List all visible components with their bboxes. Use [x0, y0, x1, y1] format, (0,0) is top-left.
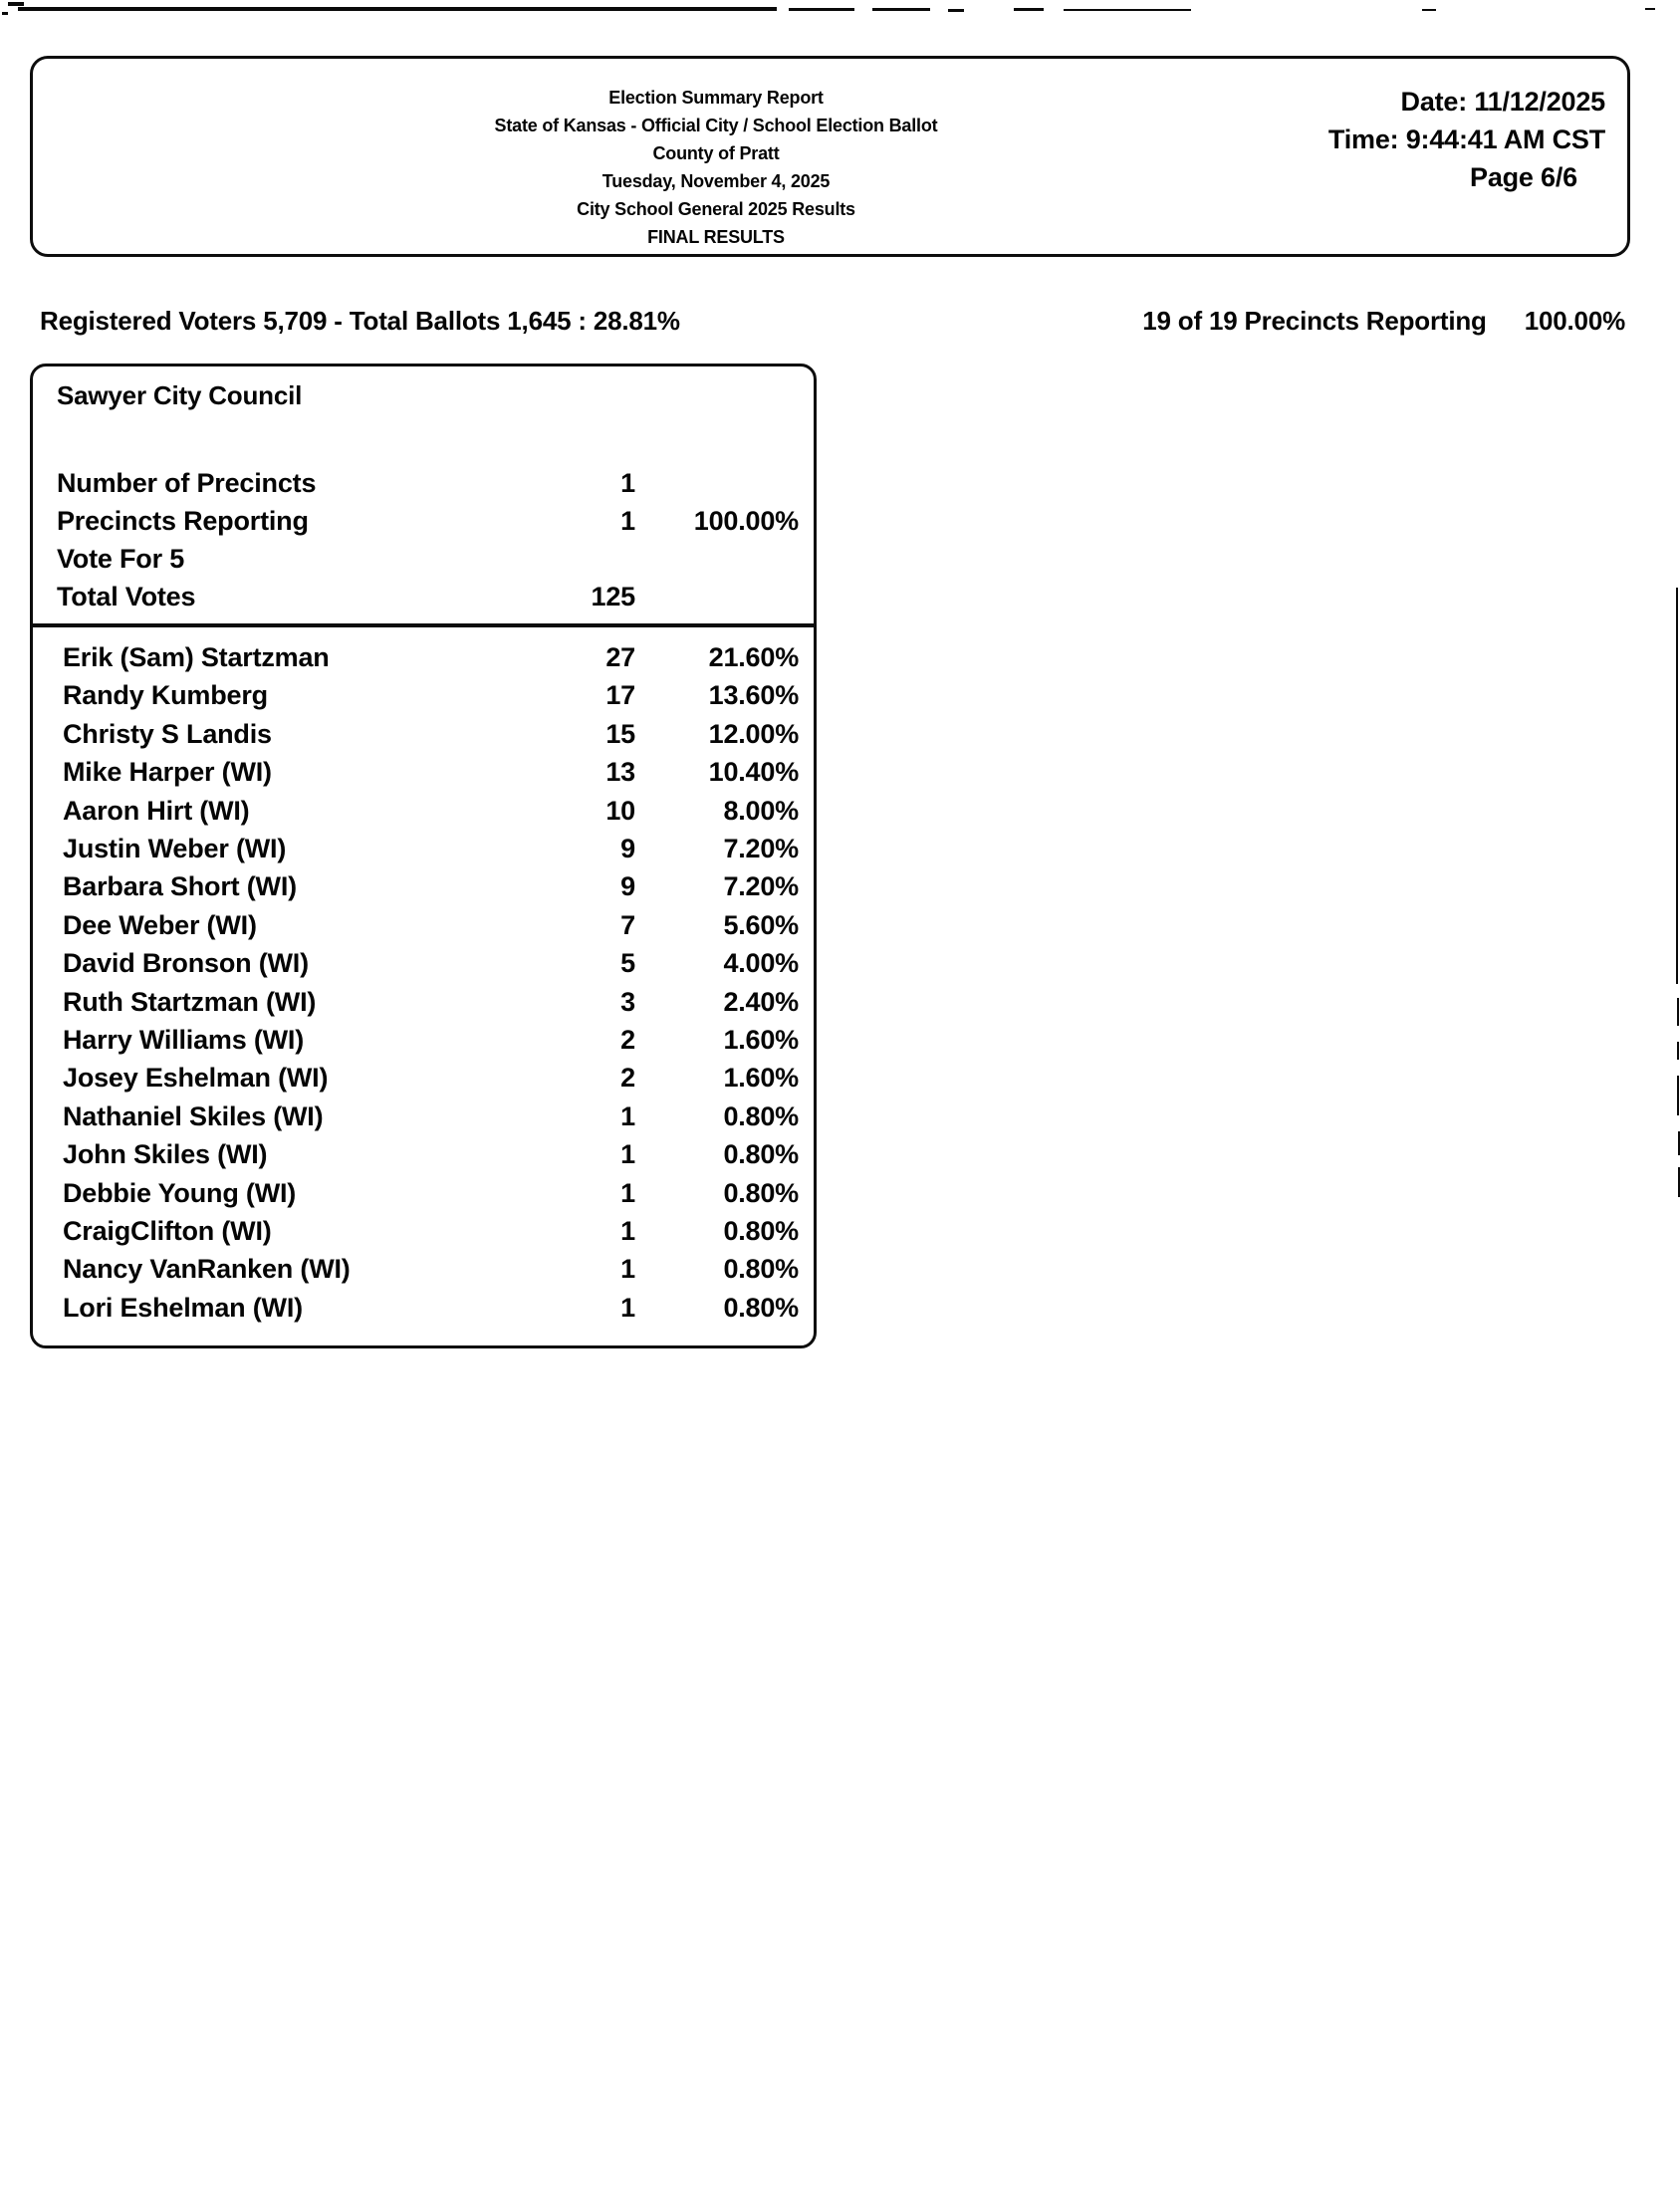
candidate-row-percent: 13.60% [708, 680, 799, 711]
stat-row [33, 464, 814, 502]
candidate-row [33, 715, 814, 753]
stat-row-votes: 125 [591, 582, 635, 611]
candidate-row-percent: 10.40% [708, 757, 799, 788]
candidate-row-votes: 17 [605, 680, 635, 711]
candidate-row-votes: 1 [620, 1139, 635, 1170]
stat-row-percent: 100.00% [693, 506, 799, 536]
candidate-row [33, 1021, 814, 1059]
candidate-row [33, 792, 814, 830]
candidate-row-label: Barbara Short (WI) [63, 871, 297, 902]
candidate-row-percent: 0.80% [723, 1177, 799, 1208]
stat-row-label: Precincts Reporting [57, 506, 309, 536]
candidate-row-percent: 7.20% [723, 871, 799, 902]
candidate-row-votes: 2 [620, 1063, 635, 1094]
candidate-row-votes: 7 [620, 909, 635, 940]
candidate-row-votes: 13 [605, 757, 635, 788]
stat-row-votes: 1 [620, 468, 635, 498]
registered-voters-summary: Registered Voters 5,709 - Total Ballots 1,645 : 28.81% [40, 306, 680, 336]
candidate-row-votes: 1 [620, 1177, 635, 1208]
report-title-line-5: City School General 2025 Results [577, 199, 855, 219]
candidate-row-label: David Bronson (WI) [63, 948, 309, 979]
candidate-row [33, 1098, 814, 1135]
stat-row-label: Vote For 5 [57, 544, 185, 574]
candidate-row [33, 1212, 814, 1250]
candidate-row-votes: 5 [620, 948, 635, 979]
stat-row-label: Total Votes [57, 582, 196, 611]
candidate-row-label: Erik (Sam) Startzman [63, 642, 330, 672]
candidate-row-percent: 8.00% [723, 795, 799, 826]
report-title-block [338, 84, 1094, 251]
stat-row [33, 578, 814, 615]
stat-row-votes: 1 [620, 506, 635, 536]
candidate-row-label: Josey Eshelman (WI) [63, 1063, 329, 1094]
stat-row [33, 502, 814, 540]
candidate-row [33, 753, 814, 791]
precincts-reporting-text: 19 of 19 Precincts Reporting [1142, 306, 1487, 336]
candidate-row-votes: 1 [620, 1100, 635, 1131]
candidate-row-votes: 9 [620, 871, 635, 902]
report-title-line-6: FINAL RESULTS [647, 227, 785, 247]
report-title-line-2: State of Kansas - Official City / School Election Ballot [494, 116, 938, 135]
candidate-row [33, 830, 814, 867]
candidate-row-label: Justin Weber (WI) [63, 834, 287, 863]
candidate-row-percent: 4.00% [723, 948, 799, 979]
candidate-row-label: Mike Harper (WI) [63, 757, 272, 788]
candidate-row [33, 867, 814, 905]
candidate-row-votes: 15 [605, 718, 635, 749]
contest-title: Sawyer City Council [57, 380, 303, 410]
candidate-row-percent: 0.80% [723, 1216, 799, 1246]
report-title-line-4: Tuesday, November 4, 2025 [601, 171, 831, 191]
candidate-row-label: Aaron Hirt (WI) [63, 795, 250, 826]
candidate-row [33, 1174, 814, 1212]
candidate-row-votes: 9 [620, 834, 635, 863]
candidate-row-percent: 0.80% [723, 1100, 799, 1131]
candidate-row-label: Randy Kumberg [63, 680, 268, 711]
report-title-line-1: Election Summary Report [608, 88, 824, 108]
candidate-row-percent: 12.00% [708, 718, 799, 749]
candidate-row-votes: 27 [605, 642, 635, 672]
candidate-row-label: Lori Eshelman (WI) [63, 1292, 303, 1323]
candidate-row [33, 906, 814, 944]
report-header-box [30, 56, 1630, 257]
candidate-row-votes: 3 [620, 986, 635, 1017]
candidate-row-percent: 2.40% [723, 986, 799, 1017]
report-meta-block [1187, 83, 1605, 196]
candidate-row [33, 983, 814, 1021]
candidate-row-label: Dee Weber (WI) [63, 909, 257, 940]
candidate-row [33, 1250, 814, 1288]
candidate-row-percent: 5.60% [723, 909, 799, 940]
report-date: Date: 11/12/2025 [1400, 87, 1605, 117]
candidate-row [33, 1135, 814, 1173]
candidate-row-votes: 1 [620, 1216, 635, 1246]
candidate-row-percent: 1.60% [723, 1025, 799, 1055]
candidate-row-percent: 7.20% [723, 834, 799, 863]
candidate-row-label: Debbie Young (WI) [63, 1177, 297, 1208]
candidate-row-label: Harry Williams (WI) [63, 1025, 305, 1055]
candidate-row [33, 1289, 814, 1327]
report-title-line-3: County of Pratt [652, 143, 780, 163]
candidate-row-votes: 2 [620, 1025, 635, 1055]
candidate-row-label: CraigClifton (WI) [63, 1216, 272, 1246]
candidate-row-percent: 0.80% [723, 1254, 799, 1285]
report-time: Time: 9:44:41 AM CST [1327, 124, 1605, 154]
precincts-reporting-summary [1142, 302, 1625, 340]
candidate-row-votes: 10 [605, 795, 635, 826]
candidate-row-percent: 0.80% [723, 1139, 799, 1170]
contest-separator-line [32, 623, 815, 627]
candidate-row-label: Nathaniel Skiles (WI) [63, 1100, 324, 1131]
candidate-row-percent: 0.80% [723, 1292, 799, 1323]
precincts-reporting-percent: 100.00% [1524, 306, 1625, 336]
report-page-number: Page 6/6 [1470, 162, 1577, 192]
candidate-row-votes: 1 [620, 1292, 635, 1323]
candidate-row-percent: 1.60% [723, 1063, 799, 1094]
candidate-row [33, 676, 814, 714]
stat-row-label: Number of Precincts [57, 468, 317, 498]
candidate-row-votes: 1 [620, 1254, 635, 1285]
candidate-row [33, 638, 814, 676]
candidate-row-label: Christy S Landis [63, 718, 272, 749]
candidate-row [33, 944, 814, 982]
contest-results-box [30, 364, 817, 1348]
stat-row [33, 540, 814, 578]
candidate-row-percent: 21.60% [708, 642, 799, 672]
candidate-row-label: John Skiles (WI) [63, 1139, 268, 1170]
candidate-row [33, 1059, 814, 1097]
candidate-row-label: Ruth Startzman (WI) [63, 986, 317, 1017]
candidate-row-label: Nancy VanRanken (WI) [63, 1254, 351, 1285]
